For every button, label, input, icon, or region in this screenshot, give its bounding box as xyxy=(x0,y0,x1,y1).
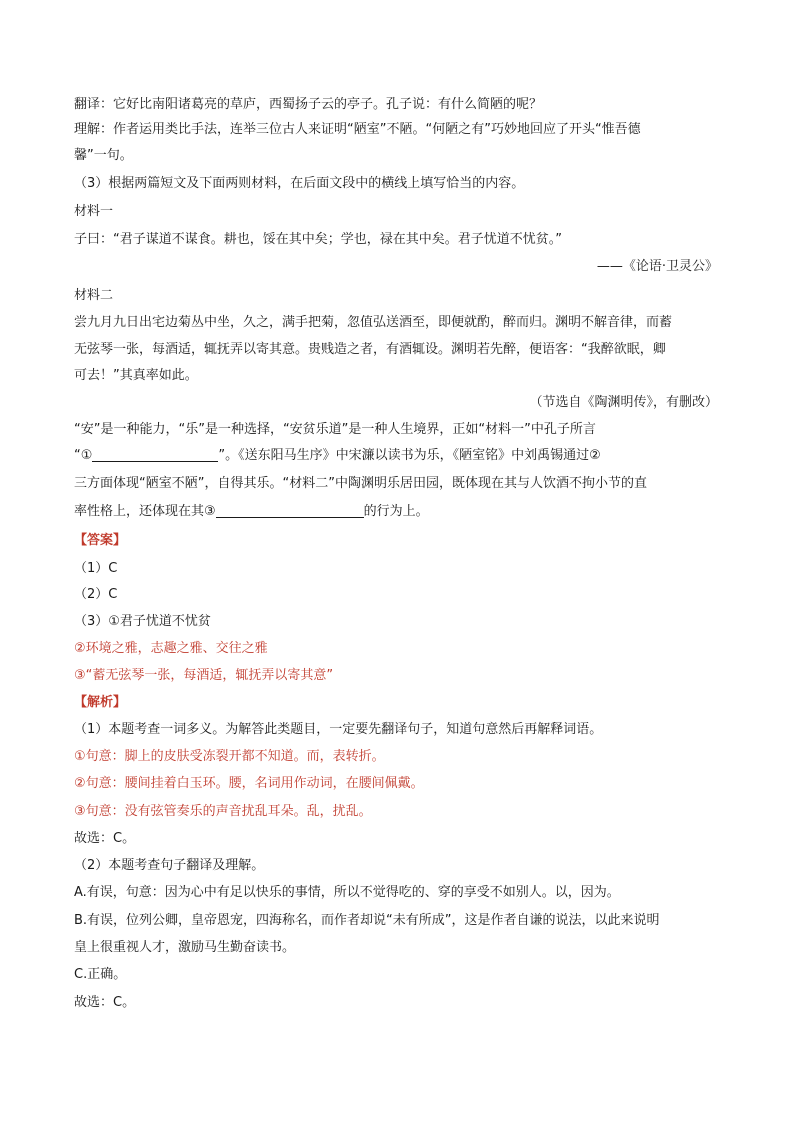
material-2-line-1: 尝九月九日出宅边菊丛中坐，久之，满手把菊，忽值弘送酒至，即便就酌，醉而归。渊明不解音律，而蓄 xyxy=(74,315,673,330)
answer-2: （2）C xyxy=(74,587,118,602)
analysis-2-intro: （2）本题考查句子翻译及理解。 xyxy=(74,858,265,873)
analysis-2-conclusion: 故选：C。 xyxy=(74,995,136,1010)
question-3-prompt: （3）根据两篇短文及下面两则材料，在后面文段中的横线上填写恰当的内容。 xyxy=(74,176,525,191)
answer-blank-1[interactable] xyxy=(92,447,218,462)
answer-heading: 【答案】 xyxy=(74,533,127,548)
passage-line-2-end: ”。《送东阳马生序》中宋濂以读书为乐，《陋室铭》中刘禹锡通过② xyxy=(218,448,601,463)
analysis-1-conclusion: 故选：C。 xyxy=(74,831,136,846)
answer-3: （3）①君子忧道不忧贫 xyxy=(74,614,211,629)
material-2-source: （节选自《陶渊明传》，有删改） xyxy=(529,395,718,410)
answer-3-part-2: ②环境之雅，志趣之雅、交往之雅 xyxy=(74,641,268,656)
analysis-2-option-b-line-2: 皇上很重视人才，激励马生勤奋读书。 xyxy=(74,940,296,955)
passage-line-2 xyxy=(74,447,601,465)
passage-line-4-end: 的行为上。 xyxy=(363,504,429,519)
analysis-1-item-2: ②句意：腰间挂着白玉环。腰，名词用作动词，在腰间佩戴。 xyxy=(74,776,424,791)
material-2-line-2: 无弦琴一张，每酒适，辄抚弄以寄其意。贵贱造之者，有酒辄设。渊明若先醉，便语客：“我醉欲眠，卿 xyxy=(74,342,666,357)
passage-line-1: “安”是一种能力，“乐”是一种选择，“安贫乐道”是一种人生境界，正如“材料一”中孔子所言 xyxy=(74,422,596,437)
material-1-title: 材料一 xyxy=(74,204,114,219)
analysis-2-option-c: C.正确。 xyxy=(74,967,127,982)
passage-line-3: 三方面体现“陋室不陋”，自得其乐。“材料二”中陶渊明乐居田园，既体现在其与人饮酒不拘小节的直 xyxy=(74,476,647,491)
analysis-2-option-b-line-1: B.有误，位列公卿，皇帝恩宠，四海称名，而作者却说“未有所成”，这是作者自谦的说法，以此来说明 xyxy=(74,913,660,928)
analysis-1-item-1: ①句意：脚上的皮肤受冻裂开都不知道。而，表转折。 xyxy=(74,749,385,764)
analysis-1-item-3: ③句意：没有弦管奏乐的声音扰乱耳朵。乱，扰乱。 xyxy=(74,804,372,819)
understanding-line-1: 理解：作者运用类比手法，连举三位古人来证明“陋室”不陋。“何陋之有”巧妙地回应了开头“惟吾德 xyxy=(74,122,641,137)
analysis-2-option-a: A.有误，句意：因为心中有足以快乐的事情，所以不觉得吃的、穿的享受不如别人。以，因为。 xyxy=(74,885,620,900)
passage-line-4 xyxy=(74,503,429,521)
answer-blank-3[interactable] xyxy=(216,503,364,518)
material-1-source: ——《论语·卫灵公》 xyxy=(596,259,718,274)
understanding-line-2: 馨”一句。 xyxy=(74,148,133,163)
analysis-1-intro: （1）本题考查一词多义。为解答此类题目，一定要先翻译句子，知道句意然后再解释词语。 xyxy=(74,722,603,737)
passage-line-4-start: 率性格上，还体现在其③ xyxy=(74,504,216,519)
answer-3-part-3: ③“蓄无弦琴一张，每酒适，辄抚弄以寄其意” xyxy=(74,668,334,683)
material-2-line-3: 可去！”其真率如此。 xyxy=(74,368,198,383)
answer-1: （1）C xyxy=(74,561,118,576)
analysis-heading: 【解析】 xyxy=(74,695,127,710)
material-2-title: 材料二 xyxy=(74,288,114,303)
material-1-text: 子曰：“君子谋道不谋食。耕也，馁在其中矣；学也，禄在其中矣。君子忧道不忧贫。” xyxy=(74,232,562,247)
passage-line-2-start: “① xyxy=(74,448,93,463)
translation-line: 翻译：它好比南阳诸葛亮的草庐，西蜀扬子云的亭子。孔子说：有什么简陋的呢？ xyxy=(74,97,543,112)
